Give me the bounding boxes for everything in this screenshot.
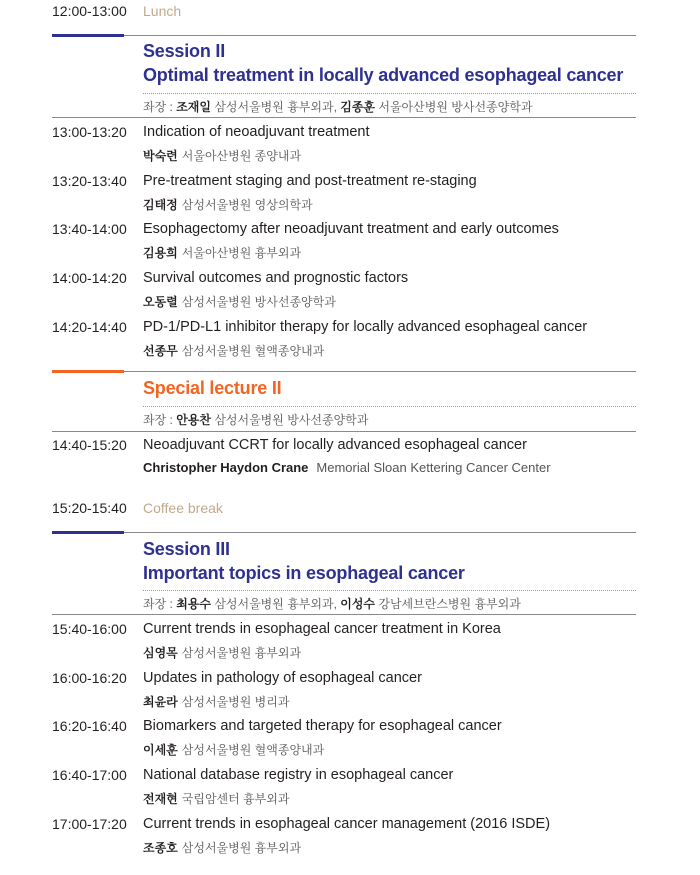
lunch-label: Lunch [143,3,182,19]
speaker-name: 김용희 [143,246,178,260]
talk-time: 13:00-13:20 [52,124,127,140]
talk-speaker [143,741,324,758]
chair-prefix: 좌장 : [143,100,177,114]
chair-affil-2: 강남세브란스병원 흉부외과 [378,597,521,611]
speaker-name: 심영목 [143,646,178,660]
special-chair-divider [52,431,636,432]
talk-speaker [143,644,301,661]
speaker-affiliation: 삼성서울병원 흉부외과 [181,841,302,855]
session2-accent [52,34,124,37]
chair-affil-1: 삼성서울병원 흉부외과, [214,597,341,611]
special-divider [52,371,636,372]
talk-title: Indication of neoadjuvant treatment [143,124,370,140]
speaker-name: 이세훈 [143,743,178,757]
session3-subtitle: Important topics in esophageal cancer [143,563,465,583]
talk-title: Survival outcomes and prognostic factors [143,270,409,286]
chair-name: 안용찬 [176,413,211,427]
session2-title: Session II [143,41,226,61]
speaker-name: 박숙련 [143,149,178,163]
special-chair [143,411,368,428]
talk-time: 17:00-17:20 [52,816,127,832]
speaker-affiliation: 국립암센터 흉부외과 [181,792,290,806]
speaker-affiliation: 삼성서울병원 혈액종양내과 [181,344,325,358]
talk-time: 14:20-14:40 [52,319,127,335]
session3-dotted-rule [143,590,636,591]
session2-chair-divider [52,117,636,118]
speaker-name: Christopher Haydon Crane [143,460,309,475]
talk-speaker [143,244,301,261]
talk-time: 16:00-16:20 [52,670,127,686]
talk-title: Biomarkers and targeted therapy for esophageal cancer [143,718,502,734]
chair-name-2: 이성수 [340,597,376,611]
speaker-affiliation: 삼성서울병원 영상의학과 [181,198,313,212]
talk-title: PD-1/PD-L1 inhibitor therapy for locally advanced esophageal cancer [143,319,588,335]
speaker-affiliation: 삼성서울병원 병리과 [181,695,290,709]
coffee-time: 15:20-15:40 [52,500,127,516]
chair-name-2: 김종훈 [340,100,376,114]
talk-time: 15:40-16:00 [52,621,127,637]
session3-chair-divider [52,614,636,615]
speaker-name: 최윤라 [143,695,178,709]
chair-affil-1: 삼성서울병원 흉부외과, [214,100,341,114]
talk-time: 14:40-15:20 [52,437,127,453]
session2-subtitle: Optimal treatment in locally advanced esophageal cancer [143,65,624,85]
talk-title: Neoadjuvant CCRT for locally advanced esophageal cancer [143,437,527,453]
talk-title: Current trends in esophageal cancer treatment in Korea [143,621,501,637]
talk-speaker [143,342,324,359]
session3-accent [52,531,124,534]
chair-name-1: 조재일 [176,100,211,114]
talk-speaker [143,460,551,475]
talk-title: National database registry in esophageal cancer [143,767,454,783]
session2-divider [52,35,636,36]
talk-title: Pre-treatment staging and post-treatment re-staging [143,173,477,189]
talk-speaker [143,693,289,710]
session2-chair [143,98,532,115]
special-accent [52,370,124,373]
speaker-affiliation: 서울아산병원 종양내과 [181,149,302,163]
talk-time: 14:00-14:20 [52,270,127,286]
coffee-label: Coffee break [143,500,223,516]
talk-speaker [143,839,301,856]
talk-speaker [143,293,336,310]
talk-speaker [143,790,289,807]
talk-title: Esophagectomy after neoadjuvant treatment and early outcomes [143,221,559,237]
session3-title: Session III [143,539,230,559]
chair-name-1: 최용수 [176,597,211,611]
talk-title: Updates in pathology of esophageal cancer [143,670,422,686]
speaker-name: 오동렬 [143,295,178,309]
speaker-name: 김태정 [143,198,178,212]
speaker-name: 조종호 [143,841,178,855]
talk-time: 13:20-13:40 [52,173,127,189]
speaker-affiliation: 삼성서울병원 흉부외과 [181,646,302,660]
talk-time: 16:40-17:00 [52,767,127,783]
chair-prefix: 좌장 : [143,597,177,611]
speaker-name: 선종무 [143,344,178,358]
speaker-affiliation: 서울아산병원 흉부외과 [181,246,302,260]
talk-title: Current trends in esophageal cancer management (2016 ISDE) [143,816,551,832]
speaker-name: 전재현 [143,792,178,806]
talk-speaker [143,147,301,164]
talk-time: 13:40-14:00 [52,221,127,237]
talk-time: 16:20-16:40 [52,718,127,734]
chair-affil: 삼성서울병원 방사선종양학과 [214,413,369,427]
lunch-time: 12:00-13:00 [52,3,127,19]
special-title: Special lecture II [143,378,282,398]
chair-affil-2: 서울아산병원 방사선종양학과 [378,100,533,114]
chair-prefix: 좌장 : [143,413,177,427]
special-dotted-rule [143,406,636,407]
session3-divider [52,532,636,533]
speaker-affiliation: 삼성서울병원 혈액종양내과 [181,743,325,757]
speaker-affiliation: Memorial Sloan Kettering Cancer Center [316,460,551,475]
talk-speaker [143,196,313,213]
speaker-affiliation: 삼성서울병원 방사선종양학과 [181,295,336,309]
session2-dotted-rule [143,93,636,94]
session3-chair [143,595,521,612]
